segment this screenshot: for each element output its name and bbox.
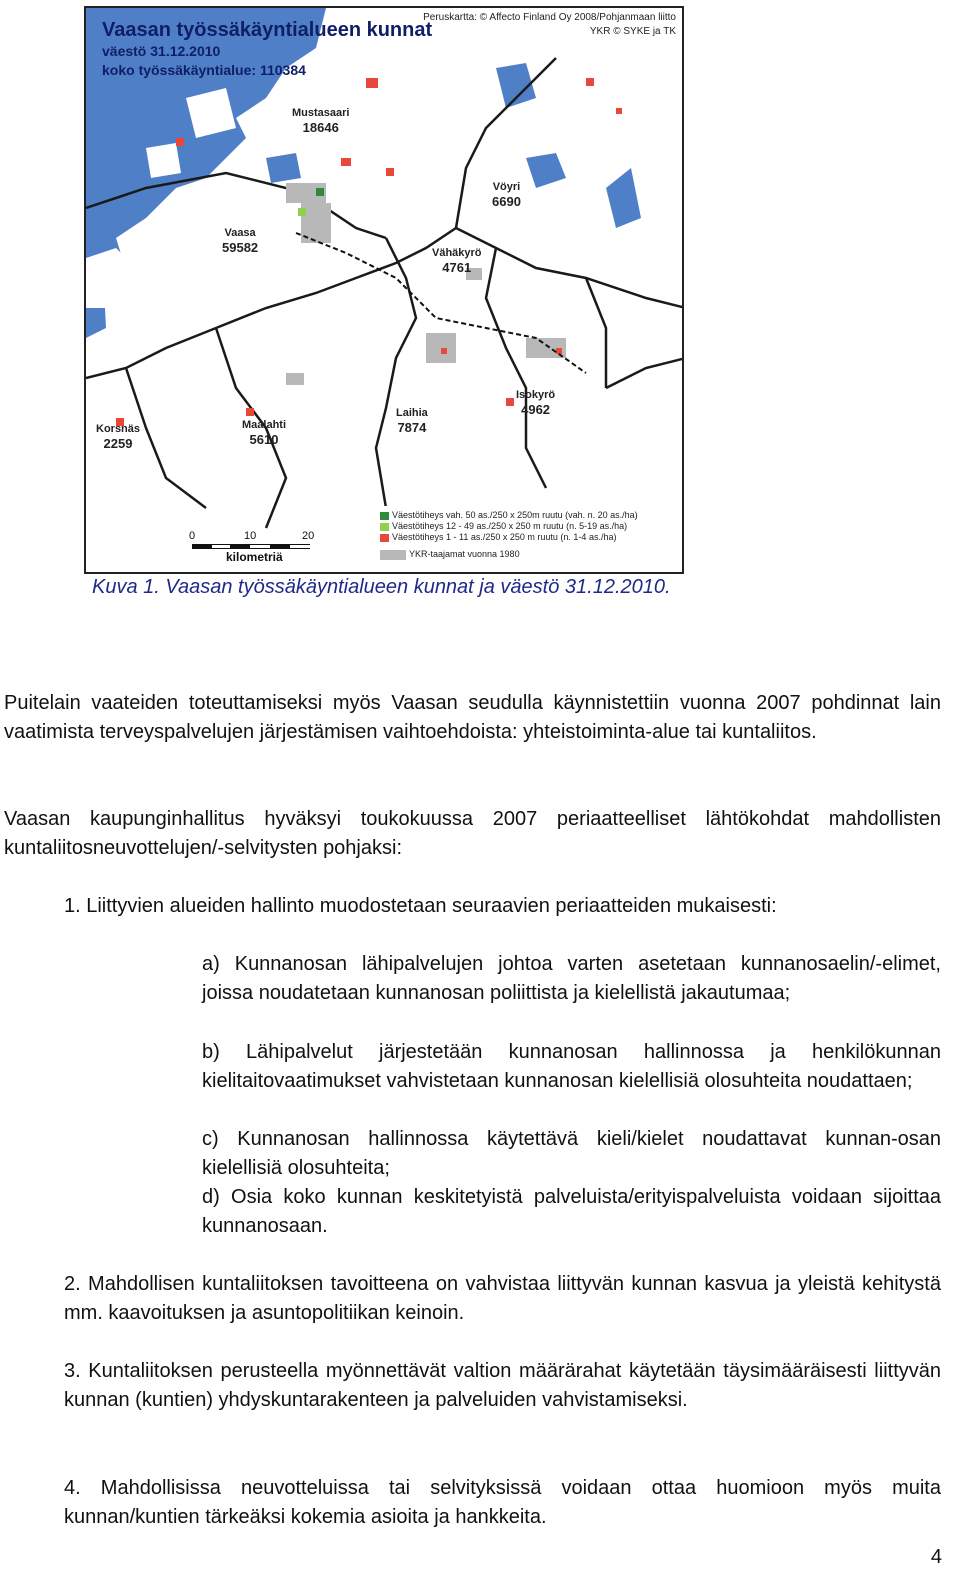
municipality-label: Vaasa 59582 [222,227,259,255]
sub-list-item: b) Lähipalvelut järjestetään kunnanosan hallinnossa ja henkilökunnan kielitaitovaatimukset vahvistetaan kunnanosan kielellisiä olosuhteita noudattaen; [202,1041,941,1092]
page-number: 4 [930,1546,942,1568]
legend-item: Väestötiheys 1 - 11 as./250 x 250 m ruutu (n. 1-4 as./ha) [380,532,638,543]
scale-unit: kilometriä [226,550,283,564]
mainland [86,8,684,574]
sub-list-item: c) Kunnanosan hallinnossa käytettävä kieli/kielet noudattavat kunnan-osan kielellisiä olosuhteita; [202,1128,941,1179]
list-item: 3. Kuntaliitoksen perusteella myönnettävät valtion määrärahat käytetään täysimääräisesti liittyvän kunnan (kuntien) yhdyskuntarakenteen ja palveluiden vahvistamiseksi. [64,1360,941,1411]
map-title-block [102,18,432,80]
legend-item: Väestötiheys 12 - 49 as./250 x 250 m ruutu (n. 5-19 as./ha) [380,521,638,532]
map-graphic [86,8,684,574]
legend-item: Väestötiheys vah. 50 as./250 x 250m ruutu (vah. n. 20 as./ha) [380,510,638,521]
municipality-label: Maalahti 5610 [242,419,287,447]
map-figure [84,6,684,574]
scale-bar [192,544,310,549]
scale-tick: 10 [244,530,257,542]
municipality-label: Vöyri 6690 [492,181,521,209]
map-subtitle-date: väestö 31.12.2010 [102,43,221,59]
municipality-label: Korsnäs 2259 [96,423,141,451]
map-subtitle-total: koko työssäkäyntialue: 110384 [102,62,306,78]
legend-swatch-grey [380,550,406,560]
map-credits [423,11,676,39]
legend-swatch-red [380,534,389,542]
scale-tick: 20 [302,530,315,542]
municipality-label: Mustasaari 18646 [292,107,350,135]
figure-caption: Kuva 1. Vaasan työssäkäyntialueen kunnat ja väestö 31.12.2010. [92,576,671,598]
sub-list-item: a) Kunnanosan lähipalvelujen johtoa varten asetetaan kunnanosaelin/-elimet, joissa noudatetaan kunnanosan poliittista ja kielellistä jakautumaa; [202,953,941,1004]
list-item: 4. Mahdollisissa neuvotteluissa tai selvityksissä voidaan ottaa huomioon myös muita kunnan/kuntien tärkeäksi kokemia asioita ja hankkeita. [64,1477,941,1528]
municipality-label: Vähäkyrö 4761 [432,247,482,275]
list-item: 1. Liittyvien alueiden hallinto muodostetaan seuraavien periaatteiden mukaisesti: [64,895,777,917]
map-legend [380,510,638,560]
scale-tick: 0 [189,530,196,542]
sub-list-item: d) Osia koko kunnan keskitetyistä palveluista/erityispalveluista voidaan sijoittaa kunnanosaan. [202,1186,941,1237]
island [186,88,236,138]
paragraph: Vaasan kaupunginhallitus hyväksyi toukokuussa 2007 periaatteelliset lähtökohdat mahdollisten kuntaliitosneuvottelujen/-selvitysten pohjaksi: [4,808,941,859]
map-title: Vaasan työssäkäyntialueen kunnat [102,19,433,41]
paragraph: Puitelain vaateiden toteuttamiseksi myös Vaasan seudulla käynnistettiin vuonna 2007 pohdinnat lain vaatimista terveyspalvelujen järjestämisen vaihtoehdoista: yhteistoiminta-alue tai kuntaliitos. [4,692,941,743]
municipality-label: Laihia 7874 [396,407,428,435]
island [266,153,301,183]
list-item: 2. Mahdollisen kuntaliitoksen tavoitteena on vahvistaa liittyvän kunnan kasvua ja yleistä kehitystä mm. kaavoituksen ja asuntopolitiikan keinoin. [64,1273,941,1324]
island [146,143,181,178]
legend-item: YKR-taajamat vuonna 1980 [380,549,638,560]
credit-line-1: Peruskartta: © Affecto Finland Oy 2008/Pohjanmaan liitto [423,12,676,23]
municipality-label: Isokyrö 4962 [516,389,556,417]
legend-swatch-dark-green [380,512,389,520]
legend-swatch-light-green [380,523,389,531]
credit-line-2: YKR © SYKE ja TK [589,26,676,37]
